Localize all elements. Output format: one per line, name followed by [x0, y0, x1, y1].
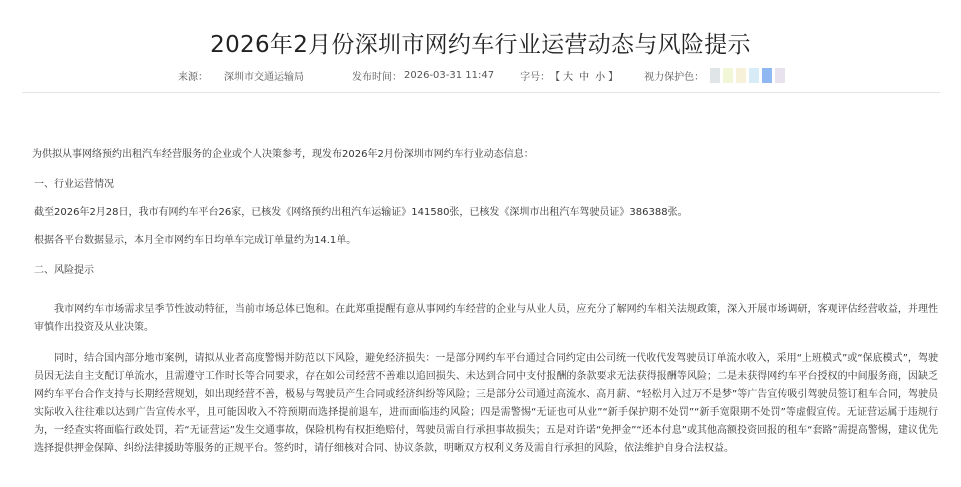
operations-paragraph-1: 截至2026年2月28日，我市有网约车平台26家，已核发《网络预约出租汽车运输证》141580张，已核发《深圳市出租汽车驾驶员证》386388张。 — [34, 207, 688, 218]
risk-paragraph-2: 同时，结合国内部分地市案例，请拟从业者高度警惕并防范以下风险，避免经济损失：一是部分网约车平台通过合同约定由公司统一代收代发驾驶员订单流水收入，采用“上班模式”或“保底模式”，驾驶员因无法自主支配订单流水，且需遵守工作时长等合同要求，存在如公司经营不善难以追回损失、未达到合同中支付报酬的条款要求无法获得报酬等风险；二是未获得网约车平台授权的中间服务商，因缺乏网约车平台合作支持与长期经营规划，如出现经营不善，极易与驾驶员产生合同或经济纠纷等风险；三是部分公司通过高流水、高月薪、“轻松月入过万不是梦”等广告宣传吸引驾驶员签订租车合同，驾驶员实际收入往往难以达到广告宣传水平，且可能因收入不符预期而选择提前退车，进而面临违约风险；四是需警惕“无证也可从业”“新手保护期不处罚”“新手宽限期不处罚”等虚假宣传。无证营运属于违规行为，一经查实将面临行政处罚，若“无证营运”发生交通事故，保险机构有权拒绝赔付，驾驶员需自行承担事故损失；五是对许诺“免押金”“还本付息”或其他高额投资回报的租车“套路”需提高警惕，建议优先选择提供押金保障、纠纷法律援助等服务的正规平台。签约时，请仔细核对合同、协议条款，明晰双方权利义务及需自行承担的风险，依法维护自身合法权益。 — [34, 353, 938, 454]
operations-paragraph-2: 根据各平台数据显示，本月全市网约车日均单车完成订单量约为14.1单。 — [34, 235, 357, 246]
eye-protection-swatch-1[interactable] — [710, 68, 720, 83]
font-size-label: 字号： — [520, 71, 551, 83]
section-heading-operations: 一、行业运营情况 — [34, 179, 114, 190]
page-title: 2026年2月份深圳市网约车行业运营动态与风险提示 — [210, 32, 751, 58]
font-size-bracket-open: 【 — [550, 71, 561, 83]
eye-protection-swatches — [710, 68, 785, 83]
article-meta — [178, 66, 785, 84]
eye-protection-swatch-6[interactable] — [775, 68, 785, 83]
eye-protection-swatch-2[interactable] — [723, 68, 733, 83]
source-label: 来源： — [178, 71, 208, 83]
font-size-controls — [550, 68, 618, 83]
font-size-bracket-close: 】 — [608, 71, 619, 83]
source-value: 深圳市交通运输局 — [224, 71, 304, 83]
publish-time-value: 2026-03-31 11:47 — [404, 69, 495, 81]
header-divider — [22, 92, 940, 93]
risk-paragraph-1: 我市网约车市场需求呈季节性波动特征，当前市场总体已饱和。在此郑重提醒有意从事网约车经营的企业与从业人员，应充分了解网约车相关法规政策，深入开展市场调研，客观评估经营收益，并理性审慎作出投资及从业决策。 — [34, 304, 938, 333]
font-size-small-button[interactable]: 小 — [595, 71, 606, 83]
font-size-medium-button[interactable]: 中 — [579, 71, 590, 83]
eye-protection-label: 视力保护色： — [644, 71, 705, 83]
eye-protection-swatch-4[interactable] — [749, 68, 759, 83]
intro-paragraph: 为供拟从事网络预约出租汽车经营服务的企业或个人决策参考，现发布2026年2月份深圳市网约车行业动态信息： — [32, 149, 534, 160]
eye-protection-swatch-5[interactable] — [762, 68, 772, 83]
eye-protection-swatch-3[interactable] — [736, 68, 746, 83]
font-size-large-button[interactable]: 大 — [563, 71, 574, 83]
section-heading-risk: 二、风险提示 — [34, 265, 94, 276]
publish-time-label: 发布时间： — [352, 71, 402, 83]
